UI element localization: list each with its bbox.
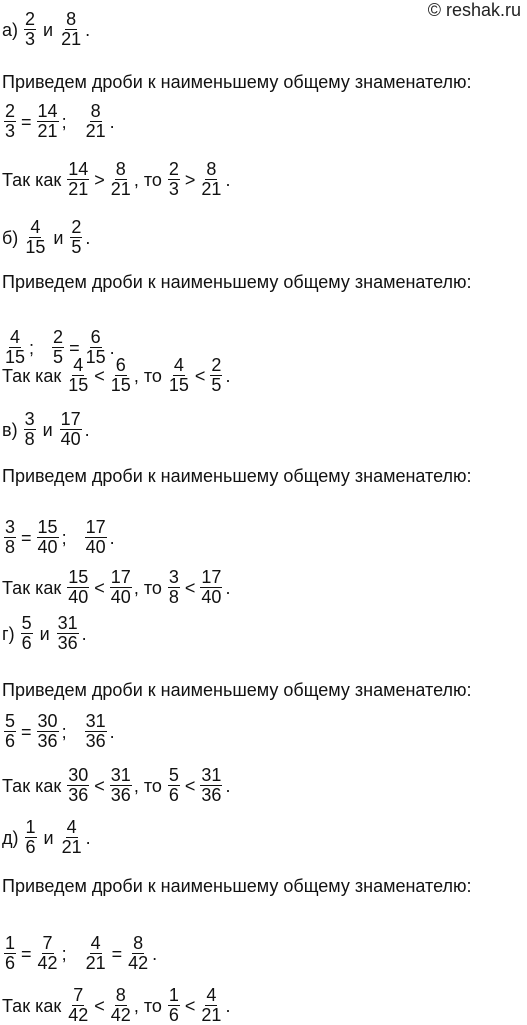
right-fraction [85,518,107,557]
denominator: 21 [110,179,131,199]
period: . [225,365,231,386]
numerator: 2 [25,9,36,29]
equals-sign: = [111,943,123,964]
since-word: Так как [2,169,62,190]
result-fraction-b [200,986,222,1025]
result-fraction-a [168,160,180,199]
result-sign: < [184,577,196,598]
numerator: 30 [37,711,58,731]
numerator: 15 [37,517,58,537]
given-fraction-a [24,410,36,449]
denominator: 42 [110,1005,131,1025]
left-equivalent [37,102,59,141]
period: . [225,169,231,190]
comparison-line [2,356,230,395]
site-watermark: © reshak.ru [427,0,521,20]
numerator: 8 [115,985,126,1005]
and-word: и [43,827,54,848]
numerator: 30 [68,765,89,785]
compare-sign: < [94,365,105,386]
period: . [85,827,91,848]
intro-text: Приведем дроби к наименьшему общему знаменателю: [2,72,472,92]
given-fraction-b [61,818,83,857]
result-fraction-a [168,986,180,1025]
left-equivalent [37,712,59,751]
compare-fraction-a [67,766,89,805]
semicolon: ; [61,943,67,964]
given-fraction-a [24,218,46,257]
denominator: 36 [201,785,222,805]
result-sign: > [184,169,196,190]
result-fraction-b [200,160,222,199]
given-fraction-a [21,614,33,653]
intro-text: Приведем дроби к наименьшему общему знаменателю: [2,272,472,292]
denominator: 42 [128,953,149,973]
result-sign: < [194,365,206,386]
period: . [85,19,91,40]
semicolon: ; [61,527,67,548]
conversion-line [2,712,115,751]
numerator: 5 [5,711,16,731]
result-fraction-a [168,568,180,607]
compare-fraction-a [67,160,89,199]
since-word: Так как [2,577,62,598]
numerator: 8 [90,101,101,121]
denominator: 21 [85,953,106,973]
numerator: 4 [66,817,77,837]
task-label: б) [2,227,19,248]
right-fraction [85,934,107,973]
given-fraction-a [24,10,36,49]
denominator: 5 [211,375,222,395]
denominator: 21 [61,837,82,857]
comparison-line [2,160,230,199]
numerator: 8 [206,159,217,179]
denominator: 8 [5,537,16,557]
period: . [225,577,231,598]
period: . [225,995,231,1016]
denominator: 15 [25,237,46,257]
denominator: 15 [110,375,131,395]
conversion-line [2,934,157,973]
denominator: 6 [5,953,16,973]
numerator: 7 [73,985,84,1005]
compare-sign: > [94,169,105,190]
equals-sign: = [21,111,32,132]
numerator: 6 [115,355,126,375]
denominator: 40 [60,429,81,449]
left-fraction [4,518,16,557]
equals-sign: = [21,527,32,548]
denominator: 42 [68,1005,89,1025]
given-fraction-b [60,10,82,49]
denominator: 40 [68,587,89,607]
since-word: Так как [2,775,62,796]
numerator: 5 [168,765,179,785]
denominator: 21 [68,179,89,199]
intro-text: Приведем дроби к наименьшему общему знаменателю: [2,466,472,486]
denominator: 15 [85,347,106,367]
denominator: 3 [5,121,16,141]
denominator: 42 [37,953,58,973]
denominator: 6 [25,837,36,857]
given-fraction-b [70,218,82,257]
denominator: 8 [24,429,35,449]
then-word: , то [133,365,162,386]
denominator: 21 [85,121,106,141]
numerator: 8 [133,933,144,953]
numerator: 4 [10,327,21,347]
denominator: 6 [168,1005,179,1025]
result-fraction-b [200,568,222,607]
numerator: 8 [66,9,77,29]
numerator: 4 [173,355,184,375]
numerator: 3 [24,409,35,429]
intro-text: Приведем дроби к наименьшему общему знаменателю: [2,876,472,896]
denominator: 15 [5,347,26,367]
compare-fraction-a [67,568,89,607]
semicolon: ; [61,721,67,742]
denominator: 15 [68,375,89,395]
numerator: 14 [37,101,58,121]
task-line [2,818,91,857]
denominator: 36 [68,785,89,805]
denominator: 5 [71,237,82,257]
task-label: в) [2,419,18,440]
denominator: 40 [37,537,58,557]
right-fraction [85,712,107,751]
result-sign: < [184,775,196,796]
task-line [2,218,90,257]
equals-sign: = [21,943,32,964]
numerator: 31 [85,711,106,731]
numerator: 17 [85,517,106,537]
result-fraction-b [200,766,222,805]
period: . [152,943,158,964]
denominator: 3 [25,29,36,49]
left-fraction [4,102,16,141]
compare-fraction-b [110,568,132,607]
compare-sign: < [94,995,105,1016]
comparison-line [2,766,230,805]
since-word: Так как [2,365,62,386]
numerator: 8 [115,159,126,179]
equals-sign: = [21,721,32,742]
semicolon: ; [29,337,35,358]
period: . [109,527,115,548]
conversion-line [2,518,115,557]
numerator: 1 [5,933,16,953]
numerator: 2 [5,101,16,121]
task-label: д) [2,827,19,848]
denominator: 15 [168,375,189,395]
result-fraction-b [210,356,222,395]
denominator: 21 [61,29,82,49]
period: . [109,337,115,358]
right-fraction [85,102,107,141]
compare-fraction-a [67,356,89,395]
numerator: 2 [168,159,179,179]
denominator: 6 [21,633,32,653]
then-word: , то [133,169,162,190]
denominator: 36 [57,633,78,653]
numerator: 7 [42,933,53,953]
denominator: 8 [168,587,179,607]
equals-sign: = [69,337,80,358]
denominator: 3 [168,179,179,199]
numerator: 14 [68,159,89,179]
comparison-line [2,568,230,607]
left-equivalent [37,934,59,973]
numerator: 6 [90,327,101,347]
numerator: 5 [21,613,32,633]
numerator: 2 [71,217,82,237]
and-word: и [53,227,64,248]
denominator: 21 [37,121,58,141]
numerator: 2 [53,327,64,347]
then-word: , то [133,577,162,598]
numerator: 3 [168,567,179,587]
numerator: 4 [90,933,101,953]
task-label: а) [2,19,19,40]
denominator: 21 [201,1005,222,1025]
denominator: 40 [85,537,106,557]
semicolon: ; [61,111,67,132]
comparison-line [2,986,230,1025]
compare-fraction-b [110,986,132,1025]
period: . [225,775,231,796]
numerator: 31 [201,765,222,785]
numerator: 31 [110,765,131,785]
left-fraction [4,934,16,973]
left-equivalent [37,518,59,557]
denominator: 5 [53,347,64,367]
right-equivalent [127,934,149,973]
numerator: 1 [25,817,36,837]
numerator: 3 [5,517,16,537]
denominator: 36 [85,731,106,751]
given-fraction-b [57,614,79,653]
task-line [2,410,90,449]
period: . [84,419,90,440]
numerator: 17 [110,567,131,587]
period: . [109,721,115,742]
numerator: 4 [73,355,84,375]
and-word: и [43,19,54,40]
compare-fraction-b [110,356,132,395]
and-word: и [42,419,53,440]
and-word: и [39,623,50,644]
compare-fraction-a [67,986,89,1025]
numerator: 4 [206,985,217,1005]
numerator: 4 [30,217,41,237]
period: . [85,227,91,248]
result-fraction-a [168,356,190,395]
result-sign: < [184,995,196,1016]
given-fraction-b [60,410,82,449]
conversion-line [2,102,115,141]
period: . [109,111,115,132]
task-line [2,614,87,653]
then-word: , то [133,775,162,796]
compare-fraction-b [110,160,132,199]
denominator: 36 [37,731,58,751]
numerator: 15 [68,567,89,587]
denominator: 40 [201,587,222,607]
numerator: 17 [60,409,81,429]
period: . [81,623,87,644]
denominator: 6 [168,785,179,805]
since-word: Так как [2,995,62,1016]
then-word: , то [133,995,162,1016]
numerator: 17 [201,567,222,587]
denominator: 36 [110,785,131,805]
denominator: 21 [201,179,222,199]
left-fraction [4,712,16,751]
numerator: 1 [168,985,179,1005]
denominator: 6 [5,731,16,751]
compare-sign: < [94,775,105,796]
numerator: 2 [211,355,222,375]
compare-sign: < [94,577,105,598]
task-label: г) [2,623,15,644]
denominator: 40 [110,587,131,607]
numerator: 31 [57,613,78,633]
given-fraction-a [25,818,37,857]
compare-fraction-b [110,766,132,805]
intro-text: Приведем дроби к наименьшему общему знаменателю: [2,680,472,700]
result-fraction-a [168,766,180,805]
task-line [2,10,90,49]
